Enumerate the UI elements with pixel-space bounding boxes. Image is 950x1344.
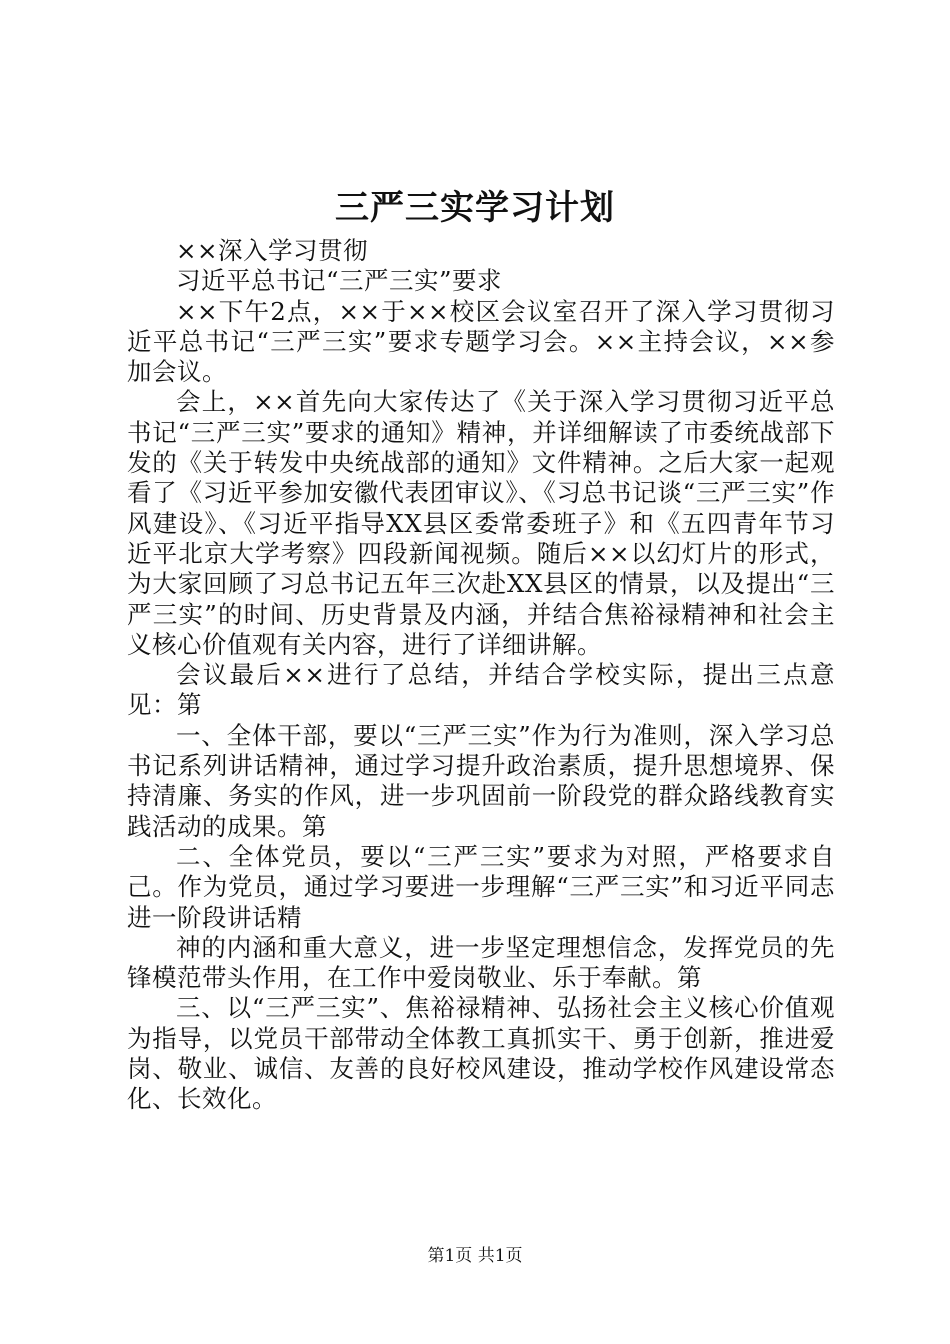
paragraph: 二、全体党员，要以“三严三实”要求为对照，严格要求自己。作为党员，通过学习要进一步理解“三严三实”和习近平同志进一阶段讲话精 xyxy=(127,841,835,932)
paragraph: 三、以“三严三实”、焦裕禄精神、弘扬社会主义核心价值观为指导，以党员干部带动全体教工真抓实干、勇于创新，推进爱岗、敬业、诚信、友善的良好校风建设，推动学校作风建设常态化、长效化。 xyxy=(127,993,835,1114)
paragraph: 习近平总书记“三严三实”要求 xyxy=(176,266,503,296)
page-number-footer: 第1页 共1页 xyxy=(427,1246,523,1266)
document-title: 三严三实学习计划 xyxy=(335,188,615,228)
paragraph: 一、全体干部，要以“三严三实”作为行为准则，深入学习总书记系列讲话精神，通过学习提升政治素质，提升思想境界、保持清廉、务实的作风，进一步巩固前一阶段党的群众路线教育实践活动的成果。第 xyxy=(127,720,835,841)
paragraph: ××下午2点，××于××校区会议室召开了深入学习贯彻习近平总书记“三严三实”要求专题学习会。××主持会议，××参加会议。 xyxy=(127,296,835,387)
document-body xyxy=(127,236,835,1115)
paragraph: 会议最后××进行了总结，并结合学校实际，提出三点意见：第 xyxy=(127,660,835,720)
paragraph: 神的内涵和重大意义，进一步坚定理想信念，发挥党员的先锋模范带头作用，在工作中爱岗敬业、乐于奉献。第 xyxy=(127,932,835,993)
paragraph: 会上，××首先向大家传达了《关于深入学习贯彻习近平总书记“三严三实”要求的通知》精神，并详细解读了市委统战部下发的《关于转发中央统战部的通知》文件精神。之后大家一起观看了《习近平参加安徽代表团审议》、《习总书记谈“三严三实”作风建设》、《习近平指导XX县区委常委班子》和《五四青年节习近平北京大学考察》四段新闻视频。随后××以幻灯片的形式，为大家回顾了习总书记五年三次赴XX县区的情景，以及提出“三严三实”的时间、历史背景及内涵，并结合焦裕禄精神和社会主义核心价值观有关内容，进行了详细讲解。 xyxy=(127,387,835,659)
paragraph: ××深入学习贯彻 xyxy=(176,236,369,265)
